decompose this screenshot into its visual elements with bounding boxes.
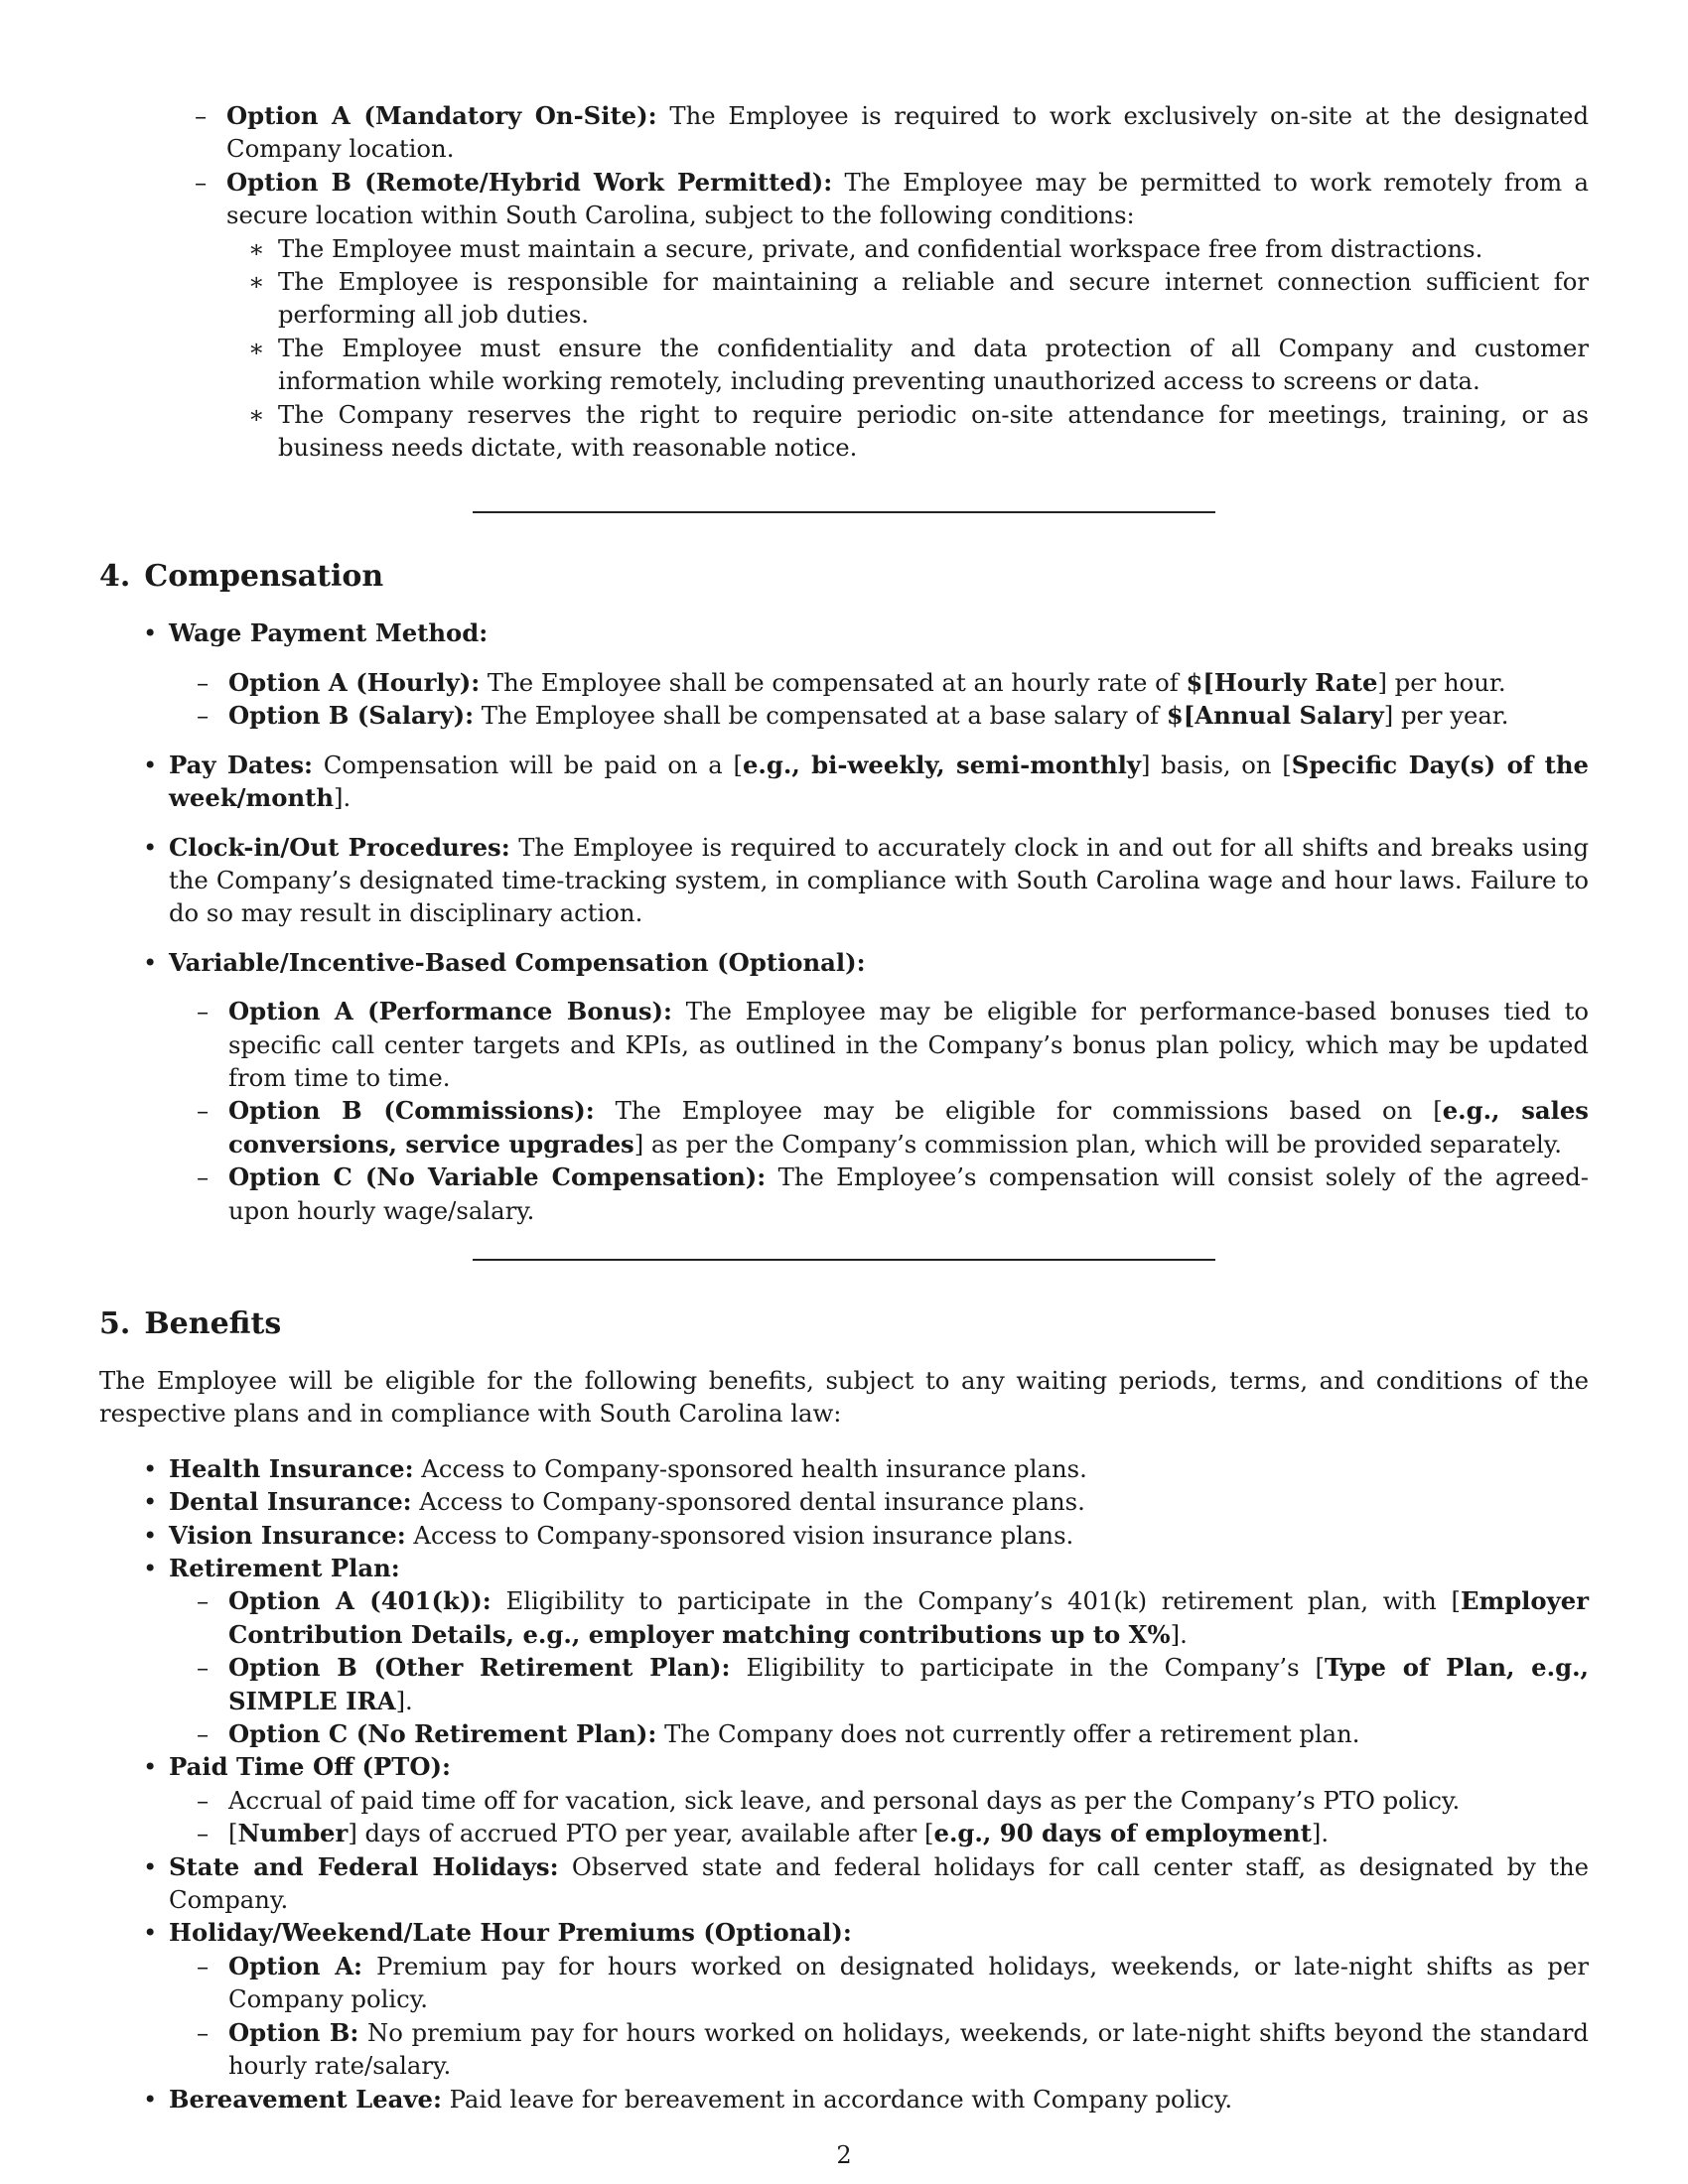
premium-option-a: – Option A: Premium pay for hours worked on designated holidays, weekends, or late-night shifts as per Company policy. xyxy=(228,1950,1589,2016)
benefit-vision: • Vision Insurance: Access to Company-sponsored vision insurance plans. xyxy=(169,1519,1589,1552)
remote-condition: ∗ The Employee must ensure the confidentiality and data protection of all Company and customer information while working remotely, including preventing unauthorized access to screens or data. xyxy=(278,332,1589,398)
remote-condition: ∗ The Employee must maintain a secure, private, and confidential workspace free from distractions. xyxy=(278,232,1589,265)
compensation-list xyxy=(169,616,1589,1227)
retirement-options xyxy=(228,1584,1589,1750)
retirement-option-401k: – Option A (401(k)): Eligibility to participate in the Company’s 401(k) retirement plan, with [Employer Contribution Details, e.g., employer matching contributions up to X%]. xyxy=(228,1584,1589,1651)
benefit-dental: • Dental Insurance: Access to Company-sponsored dental insurance plans. xyxy=(169,1485,1589,1518)
variable-options xyxy=(228,995,1589,1227)
work-option-b: – Option B (Remote/Hybrid Work Permitted): The Employee may be permitted to work remotely from a secure location within South Carolina, subject to the following conditions: ∗ The Employee must maintain a secure, private, and confidential workspace free from distractions. ∗ The Employee is responsible for maintaining a reliable and secure internet connection sufficient for performing all job duties. ∗ The Employee must ensure the confidentiality and data protection of all Company and customer information while working remotely, including preventing unauthorized access to screens or data. ∗ The Company reserves the right to require periodic on-site attendance for meetings, training, or as business needs dictate, with reasonable notice. xyxy=(226,166,1589,465)
wage-payment-method: • Wage Payment Method: – Option A (Hourly): The Employee shall be compensated at an hourly rate of $[Hourly Rate] per hour. – Option B (Salary): The Employee shall be compensated at a base salary of $[Annual Salary] per year. xyxy=(169,616,1589,732)
variable-option-commissions: – Option B (Commissions): The Employee may be eligible for commissions based on [e.g., sales conversions, service upgrades] as per the Company’s commission plan, which will be provided separately. xyxy=(228,1094,1589,1160)
retirement-option-none: – Option C (No Retirement Plan): The Company does not currently offer a retirement plan. xyxy=(228,1717,1589,1750)
wage-options xyxy=(228,666,1589,733)
clock-procedures: • Clock-in/Out Procedures: The Employee is required to accurately clock in and out for all shifts and breaks using the Company’s designated time-tracking system, in compliance with South Carolina wage and hour laws. Failure to do so may result in disciplinary action. xyxy=(169,831,1589,930)
variable-compensation: • Variable/Incentive-Based Compensation (Optional): – Option A (Performance Bonus): The Employee may be eligible for performance-based bonuses tied to specific call center targets and KPIs, as outlined in the Company’s bonus plan policy, which may be updated from time to time. – Option B (Commissions): The Employee may be eligible for commissions based on [e.g., sales conversions, service upgrades] as per the Company’s commission plan, which will be provided separately. – Option C (No Variable Compensation): The Employee’s compensation will consist solely of the agreed-upon hourly wage/salary. xyxy=(169,946,1589,1227)
pay-dates: • Pay Dates: Compensation will be paid on a [e.g., bi-weekly, semi-monthly] basis, on [Specific Day(s) of the week/month]. xyxy=(169,749,1589,815)
benefit-bereavement: • Bereavement Leave: Paid leave for bereavement in accordance with Company policy. xyxy=(169,2083,1589,2116)
premium-options xyxy=(228,1950,1589,2083)
benefit-retirement: • Retirement Plan: – Option A (401(k)): Eligibility to participate in the Company’s 401(k) retirement plan, with [Employer Contribution Details, e.g., employer matching contributions up to X%]. – Option B (Other Retirement Plan): Eligibility to participate in the Company’s [Type of Plan, e.g., SIMPLE IRA]. – Option C (No Retirement Plan): The Company does not currently offer a retirement plan. xyxy=(169,1552,1589,1750)
pto-accrual: – Accrual of paid time off for vacation, sick leave, and personal days as per the Company’s PTO policy. xyxy=(228,1784,1589,1817)
section-heading-compensation: 4. Compensation xyxy=(99,559,384,595)
benefit-holidays: • State and Federal Holidays: Observed state and federal holidays for call center staff, as designated by the Company. xyxy=(169,1850,1589,1917)
benefit-premiums: • Holiday/Weekend/Late Hour Premiums (Optional): – Option A: Premium pay for hours worked on designated holidays, weekends, or late-night shifts as per Company policy. – Option B: No premium pay for hours worked on holidays, weekends, or late-night shifts beyond the standard hourly rate/salary. xyxy=(169,1916,1589,2082)
remote-conditions-list xyxy=(278,232,1589,465)
page-number: 2 xyxy=(836,2141,852,2169)
section-heading-benefits: 5. Benefits xyxy=(99,1305,282,1341)
work-option-a: – Option A (Mandatory On-Site): The Employee is required to work exclusively on-site at the designated Company location. xyxy=(226,99,1589,166)
benefits-list xyxy=(169,1452,1589,2116)
pto-details xyxy=(228,1784,1589,1850)
wage-option-salary: – Option B (Salary): The Employee shall be compensated at a base salary of $[Annual Salary] per year. xyxy=(228,699,1589,732)
variable-option-bonus: – Option A (Performance Bonus): The Employee may be eligible for performance-based bonuses tied to specific call center targets and KPIs, as outlined in the Company’s bonus plan policy, which may be updated from time to time. xyxy=(228,995,1589,1094)
benefit-health: • Health Insurance: Access to Company-sponsored health insurance plans. xyxy=(169,1452,1589,1485)
premium-option-b: – Option B: No premium pay for hours worked on holidays, weekends, or late-night shifts beyond the standard hourly rate/salary. xyxy=(228,2016,1589,2083)
remote-condition: ∗ The Employee is responsible for maintaining a reliable and secure internet connection sufficient for performing all job duties. xyxy=(278,265,1589,332)
section-divider xyxy=(473,511,1215,513)
remote-condition: ∗ The Company reserves the right to require periodic on-site attendance for meetings, training, or as business needs dictate, with reasonable notice. xyxy=(278,398,1589,465)
work-location-options xyxy=(226,99,1589,464)
benefits-intro: The Employee will be eligible for the following benefits, subject to any waiting periods, terms, and conditions of the respective plans and in compliance with South Carolina law: xyxy=(99,1365,1589,1429)
retirement-option-other: – Option B (Other Retirement Plan): Eligibility to participate in the Company’s [Type of Plan, e.g., SIMPLE IRA]. xyxy=(228,1651,1589,1717)
section-divider xyxy=(473,1259,1215,1261)
variable-option-none: – Option C (No Variable Compensation): The Employee’s compensation will consist solely of the agreed-upon hourly wage/salary. xyxy=(228,1160,1589,1227)
wage-option-hourly: – Option A (Hourly): The Employee shall be compensated at an hourly rate of $[Hourly Rate] per hour. xyxy=(228,666,1589,699)
benefit-pto: • Paid Time Off (PTO): – Accrual of paid time off for vacation, sick leave, and personal days as per the Company’s PTO policy. – [Number] days of accrued PTO per year, available after [e.g., 90 days of employment]. xyxy=(169,1750,1589,1849)
pto-days: – [Number] days of accrued PTO per year, available after [e.g., 90 days of employment]. xyxy=(228,1817,1589,1849)
